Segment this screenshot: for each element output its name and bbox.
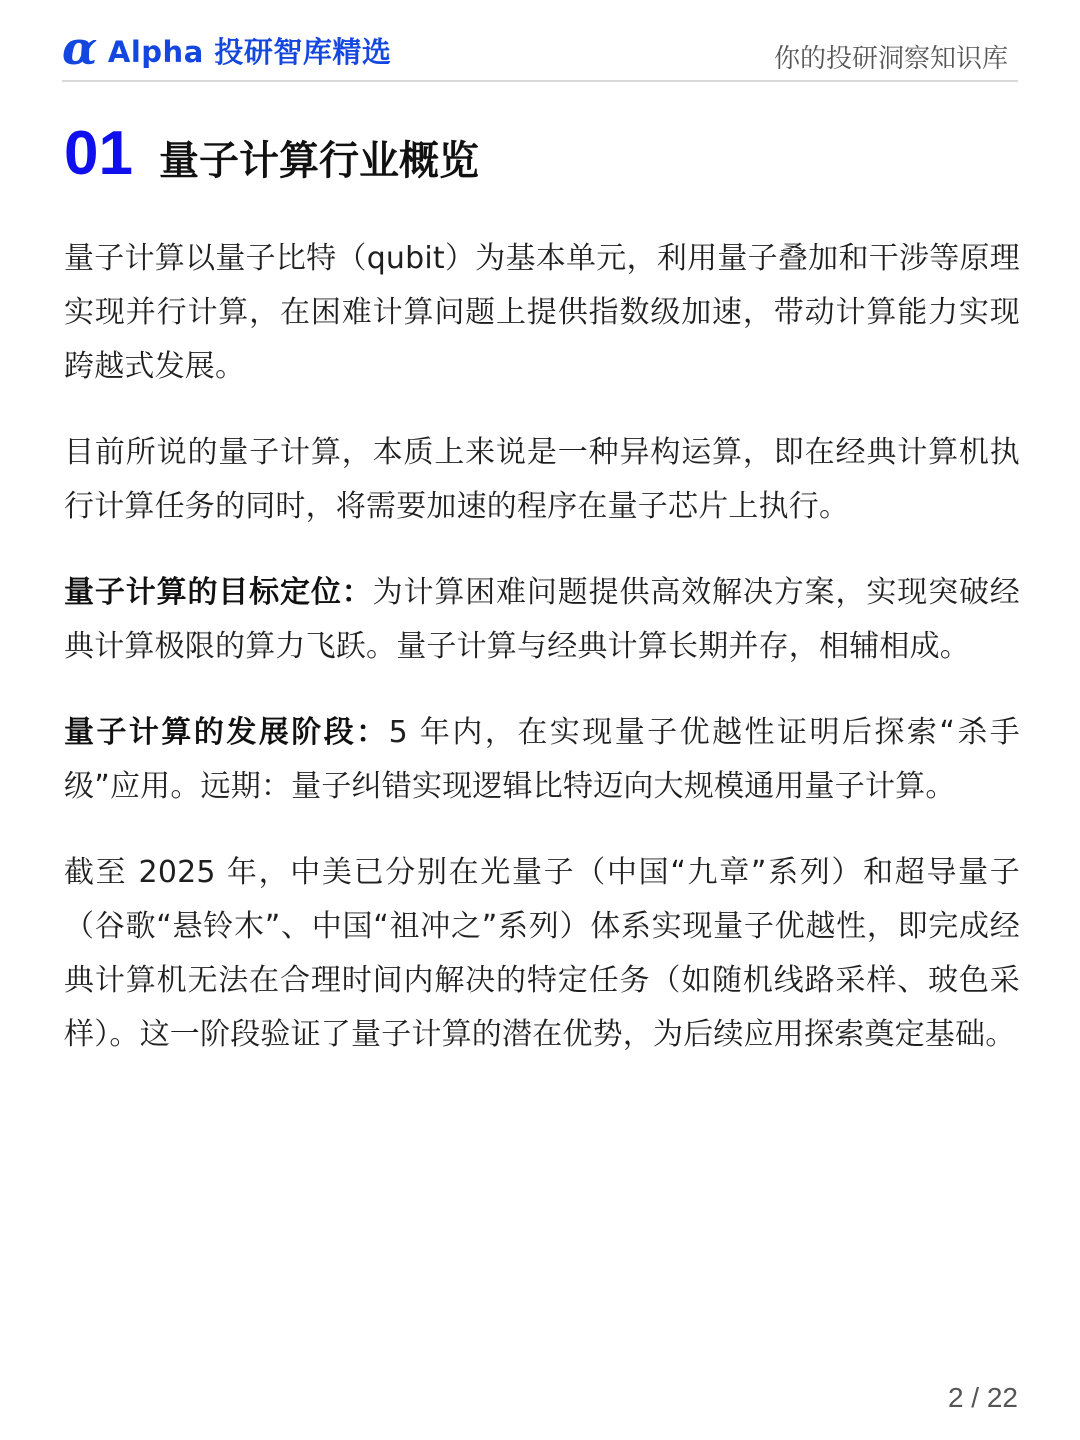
paragraph-text: 为计算困难问题提供高效解决方案，实现突破经典计算极限的算力飞跃。量子计算与经典计算长期并存，相辅相成。 bbox=[64, 575, 1021, 664]
paragraph bbox=[64, 566, 1020, 674]
paragraph-text: 目前所说的量子计算，本质上来说是一种异构运算，即在经典计算机执行计算任务的同时，将需要加速的程序在量子芯片上执行。 bbox=[64, 435, 1020, 524]
alpha-icon: α bbox=[62, 20, 98, 75]
section-heading bbox=[64, 118, 479, 189]
brand-name: Alpha 投研智库精选 bbox=[107, 35, 392, 69]
article-body bbox=[64, 232, 1020, 1094]
paragraph bbox=[64, 426, 1020, 534]
paragraph bbox=[64, 232, 1020, 394]
section-title: 量子计算行业概览 bbox=[158, 138, 479, 184]
paragraph-text: 5 年内，在实现量子优越性证明后探索“杀手级”应用。远期：量子纠错实现逻辑比特迈向大规模通用量子计算。 bbox=[64, 715, 1021, 804]
page-indicator: 2 / 22 bbox=[947, 1382, 1018, 1413]
header-tagline: 你的投研洞察知识库 bbox=[773, 44, 1008, 74]
paragraph bbox=[64, 846, 1020, 1062]
paragraph bbox=[64, 706, 1020, 814]
paragraph-text: 量子计算以量子比特（qubit）为基本单元，利用量子叠加和干涉等原理实现并行计算，在困难计算问题上提供指数级加速，带动计算能力实现跨越式发展。 bbox=[64, 241, 1020, 384]
paragraph-label: 量子计算的目标定位： bbox=[64, 575, 373, 610]
section-number: 01 bbox=[64, 119, 133, 188]
page-header bbox=[62, 20, 1018, 82]
brand-logo bbox=[62, 20, 392, 75]
paragraph-text: 截至 2025 年，中美已分别在光量子（中国“九章”系列）和超导量子（谷歌“悬铃木”、中国“祖冲之”系列）体系实现量子优越性，即完成经典计算机无法在合理时间内解决的特定任务（如随机线路采样、玻色采样）。这一阶段验证了量子计算的潜在优势，为后续应用探索奠定基础。 bbox=[64, 855, 1020, 1052]
paragraph-label: 量子计算的发展阶段： bbox=[64, 715, 389, 750]
